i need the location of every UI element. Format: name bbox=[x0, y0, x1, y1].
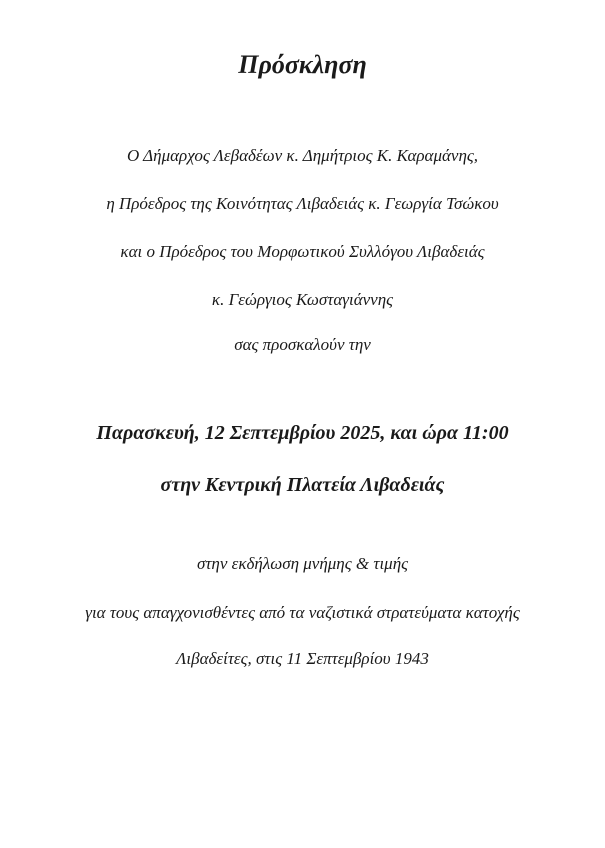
event-datetime: Παρασκευή, 12 Σεπτεμβρίου 2025, και ώρα 11:00 bbox=[96, 422, 509, 444]
invitation-title: Πρόσκληση bbox=[238, 50, 367, 79]
purpose-line-date: Λιβαδείτες, στις 11 Σεπτεμβρίου 1943 bbox=[176, 649, 429, 668]
purpose-line-event: στην εκδήλωση μνήμης & τιμής bbox=[196, 554, 409, 573]
intro-line-mayor: Ο Δήμαρχος Λεβαδέων κ. Δημήτριος Κ. Καραμάνης, bbox=[126, 146, 479, 165]
intro-line-association-president: και ο Πρόεδρος του Μορφωτικού Συλλόγου Λιβαδειάς bbox=[120, 242, 485, 261]
intro-line-invite: σας προσκαλούν την bbox=[234, 335, 371, 354]
intro-line-community-president: η Πρόεδρος της Κοινότητας Λιβαδειάς κ. Γεωργία Τσώκου bbox=[106, 194, 499, 213]
intro-line-association-president-name: κ. Γεώργιος Κωσταγιάννης bbox=[211, 290, 394, 309]
purpose-line-honorees: για τους απαγχονισθέντες από τα ναζιστικά στρατεύματα κατοχής bbox=[85, 603, 520, 622]
event-location: στην Κεντρική Πλατεία Λιβαδειάς bbox=[160, 474, 445, 496]
